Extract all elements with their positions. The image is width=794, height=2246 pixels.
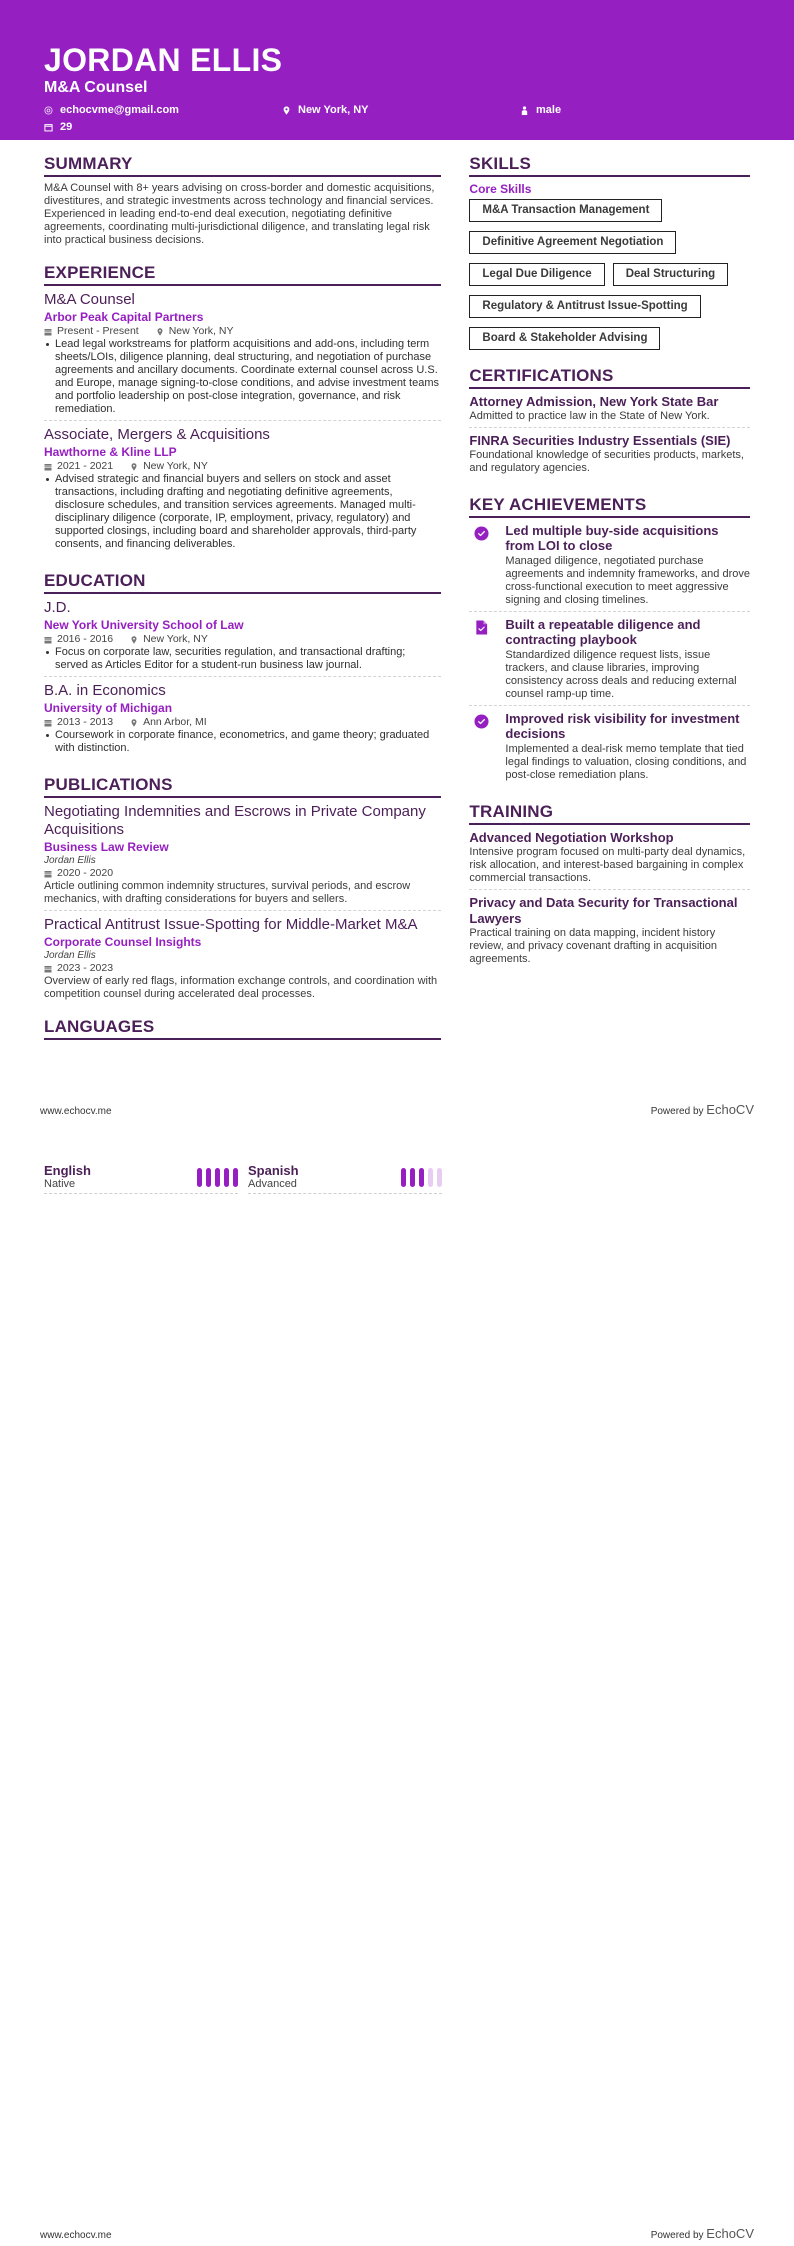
publication-title: Practical Antitrust Issue-Spotting for Middle-Market M&A (44, 916, 418, 933)
education-item (44, 682, 441, 759)
contact-list (44, 103, 750, 134)
experience-item (44, 291, 441, 421)
certification-name: FINRA Securities Industry Essentials (SIE) (469, 433, 731, 448)
publication-meta (44, 962, 441, 975)
language-level: Advanced (248, 1178, 297, 1190)
certification-text: Admitted to practice law in the State of New York. (469, 410, 710, 422)
at-sign-icon (44, 106, 53, 115)
skill-tag: Definitive Agreement Negotiation (469, 231, 676, 254)
training-item (469, 895, 750, 970)
contact-gender (520, 103, 758, 117)
achievement-item (469, 617, 750, 706)
section-title-languages: LANGUAGES (44, 1017, 441, 1040)
certification-item (469, 433, 750, 479)
calendar-icon (44, 328, 52, 336)
skill-tag: Regulatory & Antitrust Issue-Spotting (469, 295, 700, 318)
skill-tag: Deal Structuring (613, 263, 728, 286)
experience-item (44, 426, 441, 555)
job-location: New York, NY (156, 325, 234, 338)
education-dates: 2013 - 2013 (57, 716, 114, 728)
education-section (44, 571, 441, 759)
calendar-icon (44, 463, 52, 471)
location-text: New York, NY (298, 104, 369, 116)
section-title-experience: EXPERIENCE (44, 263, 441, 286)
calendar-icon (44, 870, 52, 878)
language-item (44, 1164, 238, 1194)
publication-dates: 2023 - 2023 (57, 962, 114, 974)
achievement-title: Built a repeatable diligence and contracting playbook (505, 617, 701, 647)
footer-powered-by: Powered by EchoCV (650, 2226, 754, 2241)
training-text: Practical training on data mapping, incident history review, and privacy covenant drafting in acquisition agreements. (469, 927, 718, 965)
languages-section (44, 1017, 441, 1040)
proficiency-bar-filled (224, 1168, 229, 1187)
education-location: Ann Arbor, MI (130, 716, 207, 729)
section-title-publications: PUBLICATIONS (44, 775, 441, 798)
proficiency-bar-filled (410, 1168, 415, 1187)
job-meta (44, 460, 441, 473)
achievement-text: Managed diligence, negotiated purchase agreements and indemnity frameworks, and drove cross-functional execution to meet aggressive signing and closing timelines. (505, 555, 750, 606)
calendar-icon (44, 719, 52, 727)
language-proficiency-bars (197, 1168, 238, 1187)
publication-text: Overview of early red flags, information exchange controls, and coordination with competition counsel during accelerated deal processes. (44, 975, 438, 1000)
proficiency-bar-filled (233, 1168, 238, 1187)
training-name: Privacy and Data Security for Transactional Lawyers (469, 895, 738, 926)
achievement-item (469, 711, 750, 786)
publication-publisher: Business Law Review (44, 840, 169, 854)
skills-section (469, 154, 750, 350)
summary-section (44, 154, 441, 247)
publication-publisher: Corporate Counsel Insights (44, 935, 202, 949)
section-title-education: EDUCATION (44, 571, 441, 594)
training-section (469, 802, 750, 970)
email-text: echocvme@gmail.com (60, 104, 179, 116)
job-role: Associate, Mergers & Acquisitions (44, 426, 270, 443)
resume-body (0, 140, 794, 1045)
language-proficiency-bars (401, 1168, 442, 1187)
education-location: New York, NY (130, 633, 208, 646)
achievement-title: Improved risk visibility for investment decisions (505, 711, 740, 741)
publication-text: Article outlining common indemnity structures, survival periods, and escrow mechanics, with drafting considerations for buyers and sellers. (44, 880, 411, 905)
job-meta (44, 325, 441, 338)
school: University of Michigan (44, 701, 173, 715)
achievements-section (469, 495, 750, 786)
education-bullets (44, 646, 441, 672)
job-company: Arbor Peak Capital Partners (44, 310, 204, 324)
certification-item (469, 394, 750, 428)
publication-dates: 2020 - 2020 (57, 867, 114, 879)
achievement-text: Standardized diligence request lists, issue trackers, and clause libraries, improving consistency across deals and reducing external counsel ramp-up time. (505, 649, 737, 700)
section-title-achievements: KEY ACHIEVEMENTS (469, 495, 750, 518)
check-circle-icon (474, 526, 489, 541)
proficiency-bar-filled (401, 1168, 406, 1187)
age-text: 29 (60, 121, 73, 133)
skills-tags (469, 199, 750, 350)
proficiency-bar-empty (428, 1168, 433, 1187)
footer-brand[interactable]: EchoCV (706, 1102, 754, 1117)
proficiency-bar-filled (419, 1168, 424, 1187)
candidate-title: M&A Counsel (44, 79, 148, 96)
job-bullet: Advised strategic and financial buyers and sellers on stock and asset transactions, including drafting and negotiating definitive agreements, disclosure schedules, and transition services agreements. Managed multi-disciplinary diligence (corporate, IP, employment, privacy, regulatory) and supported closings, including board and shareholder approvals, third-party consents, and financing deliverables. (44, 473, 441, 551)
page-footer (40, 2226, 754, 2241)
person-icon (520, 106, 529, 115)
gender-text: male (536, 104, 562, 116)
education-bullets (44, 729, 441, 755)
proficiency-bar-empty (437, 1168, 442, 1187)
skills-group-label: Core Skills (469, 182, 532, 196)
skill-tag: Board & Stakeholder Advising (469, 327, 660, 350)
publication-author: Jordan Ellis (44, 855, 96, 866)
degree: B.A. in Economics (44, 682, 166, 699)
job-dates: Present - Present (57, 325, 139, 337)
publication-meta (44, 867, 441, 880)
language-name: English (44, 1163, 91, 1178)
map-pin-icon (156, 328, 164, 336)
training-item (469, 830, 750, 890)
job-role: M&A Counsel (44, 291, 135, 308)
education-bullet: Coursework in corporate finance, econometrics, and game theory; graduated with distinction. (44, 729, 441, 755)
school: New York University School of Law (44, 618, 244, 632)
achievement-text: Implemented a deal-risk memo template that tied legal findings to valuation, closing conditions, and post-close remediation plans. (505, 743, 747, 781)
publication-title: Negotiating Indemnities and Escrows in Private Company Acquisitions (44, 803, 426, 838)
achievement-item (469, 523, 750, 612)
skill-tag: M&A Transaction Management (469, 199, 662, 222)
calendar-icon (44, 965, 52, 973)
footer-powered-by: Powered by EchoCV (650, 1102, 754, 1117)
contact-age (44, 120, 282, 134)
job-location: New York, NY (130, 460, 208, 473)
map-pin-icon (282, 106, 291, 115)
calendar-icon (44, 123, 53, 132)
contact-location (282, 103, 520, 117)
document-check-icon (474, 620, 489, 635)
check-circle-icon (474, 714, 489, 729)
education-bullet: Focus on corporate law, securities regulation, and transactional drafting; served as Articles Editor for a student-run business law journal. (44, 646, 441, 672)
experience-section (44, 263, 441, 555)
training-name: Advanced Negotiation Workshop (469, 830, 674, 845)
section-title-summary: SUMMARY (44, 154, 441, 177)
section-title-training: TRAINING (469, 802, 750, 825)
map-pin-icon (130, 636, 138, 644)
job-dates: 2021 - 2021 (57, 460, 114, 472)
language-item (248, 1164, 442, 1194)
education-item (44, 599, 441, 677)
language-name: Spanish (248, 1163, 299, 1178)
job-bullet: Lead legal workstreams for platform acquisitions and add-ons, including term sheets/LOIs, diligence planning, deal structuring, and negotiation of purchase agreements and ancillary documents. Coordinate external counsel across U.S. and Europe, manage signing-to-close conditions, and advise investment teams and portfolio leadership on post-close integration, governance, and risk remediation. (44, 338, 441, 416)
map-pin-icon (130, 463, 138, 471)
proficiency-bar-filled (197, 1168, 202, 1187)
certifications-section (469, 366, 750, 479)
achievement-title: Led multiple buy-side acquisitions from LOI to close (505, 523, 719, 553)
section-title-certifications: CERTIFICATIONS (469, 366, 750, 389)
training-text: Intensive program focused on multi-party deal dynamics, risk allocation, and interest-based bargaining in complex commercial transactions. (469, 846, 746, 884)
languages-list (44, 1164, 442, 1194)
contact-email[interactable] (44, 103, 282, 117)
education-meta (44, 633, 441, 646)
publication-author: Jordan Ellis (44, 950, 96, 961)
candidate-name: JORDAN ELLIS (44, 42, 283, 78)
publication-item (44, 916, 441, 1005)
language-level: Native (44, 1178, 76, 1190)
job-company: Hawthorne & Kline LLP (44, 445, 177, 459)
left-column (44, 140, 441, 1045)
map-pin-icon (130, 719, 138, 727)
job-bullets (44, 473, 441, 551)
resume-header (0, 0, 794, 140)
summary-text: M&A Counsel with 8+ years advising on cross-border and domestic acquisitions, divestitures, and strategic investments across technology and financial services. Experienced in leading end-to-end deal execution, negotiating definitive agreements, coordinating multi-jurisdictional diligence, and translating legal risk into practical business decisions. (44, 182, 435, 246)
proficiency-bar-filled (215, 1168, 220, 1187)
education-meta (44, 716, 441, 729)
publication-item (44, 803, 441, 911)
calendar-icon (44, 636, 52, 644)
degree: J.D. (44, 599, 71, 616)
proficiency-bar-filled (206, 1168, 211, 1187)
certification-name: Attorney Admission, New York State Bar (469, 394, 719, 409)
job-bullets (44, 338, 441, 416)
certification-text: Foundational knowledge of securities products, markets, and regulatory agencies. (469, 449, 744, 474)
education-dates: 2016 - 2016 (57, 633, 114, 645)
section-title-skills: SKILLS (469, 154, 750, 177)
footer-brand[interactable]: EchoCV (706, 2226, 754, 2241)
publications-section (44, 775, 441, 1005)
page-footer (40, 1102, 754, 1117)
footer-site-link[interactable]: www.echocv.me (40, 1106, 112, 1117)
footer-site-link[interactable]: www.echocv.me (40, 2230, 112, 2241)
right-column (469, 140, 750, 1045)
skill-tag: Legal Due Diligence (469, 263, 604, 286)
